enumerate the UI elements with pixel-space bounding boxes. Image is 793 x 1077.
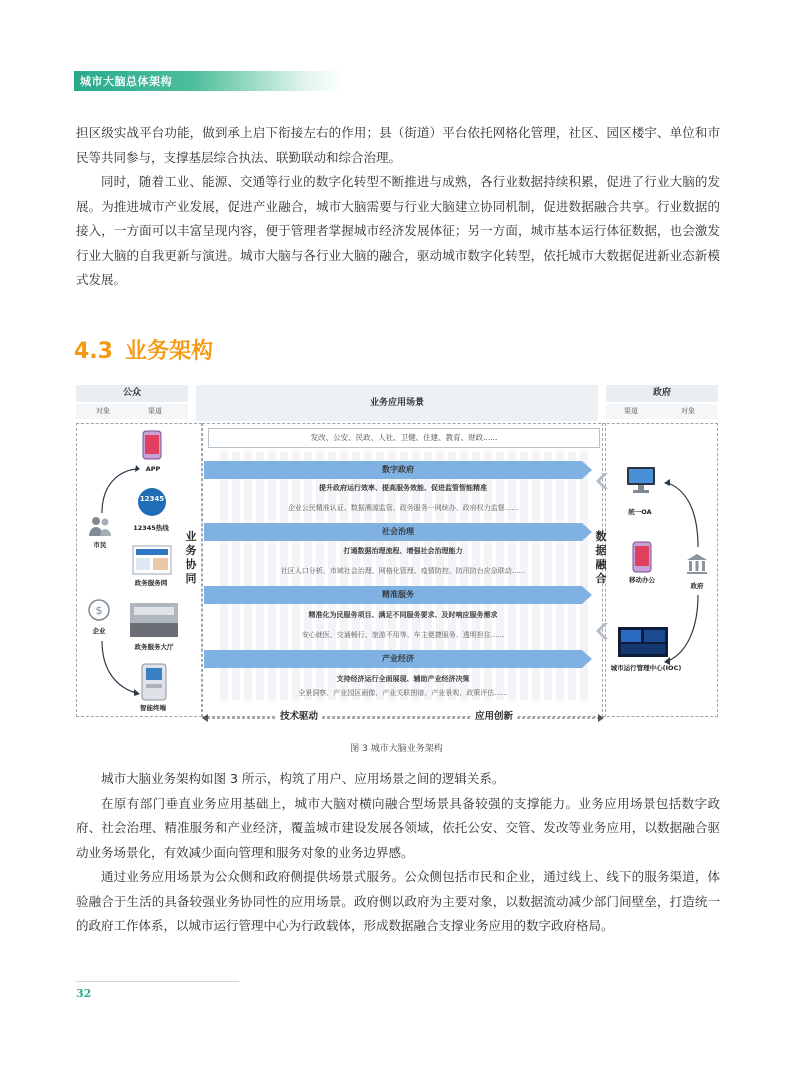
header-band xyxy=(74,71,344,91)
data-fusion-label xyxy=(594,530,608,586)
row-goal: 精准化为民服务项目、满足不同服务要求、及时响应服务需求 xyxy=(308,611,498,619)
banner-label: 精准服务 xyxy=(382,590,414,599)
technology-driven-label: 技术驱动 xyxy=(276,708,322,722)
monitor-icon xyxy=(626,465,656,495)
banner-label: 产业经济 xyxy=(382,654,414,663)
paragraph-4: 在原有部门垂直业务应用基础上，城市大脑对横向融合型场景具备较强的支撑能力。业务应用场景包括数字政府、社会治理、精准服务和产业经济，覆盖城市建设发展各领域，依托公安、交管、发改等业务应用，以数据融合驱动业务场景化，有效减少面向管理和服务对象的业务边界感。 xyxy=(76,795,720,860)
public-flow-arrows xyxy=(90,455,140,715)
gov-sub-channel: 渠道 xyxy=(624,407,638,415)
node-unified-oa: 统一OA xyxy=(628,508,652,516)
vlabel-char: 数 xyxy=(595,530,607,543)
gov-flow-arrows xyxy=(662,465,712,685)
app-phone-icon xyxy=(142,430,162,460)
paragraph-5: 通过业务应用场景为公众侧和政府侧提供场景式服务。公众侧包括市民和企业，通过线上、线下的服务渠道，体验融合于生活的具备较强业务协同性的应用场景。政府侧以政府为主要对象，以数据流动减少部门间壁垒，打造统一的政府工作体系，以城市运行管理中心为行政载体，形成数据融合支撑业务应用的数字政府格局。 xyxy=(76,869,720,933)
node-smart-terminal: 智能终端 xyxy=(140,704,166,712)
figure-caption: 图 3 城市大脑业务架构 xyxy=(350,744,443,754)
public-header: 公众 xyxy=(76,385,188,402)
vlabel-char: 协 xyxy=(185,558,197,571)
banner-digital-government xyxy=(204,461,592,479)
row-examples: 安心就医、交通畅行、旅游不用等、车主便捷服务、透明担住...... xyxy=(301,631,505,639)
bottom-axis-arrows xyxy=(202,711,604,725)
gov-sub-object: 对象 xyxy=(681,407,695,415)
departments-box: 发改、公安、民政、人社、卫健、住建、教育、财政...... xyxy=(208,428,600,448)
node-mobile-office: 移动办公 xyxy=(629,576,655,584)
row-examples: 社区人口分析、市域社会治理、网格化管理、疫情防控、防汛防台应急联动...... xyxy=(280,567,526,575)
banner-label: 数字政府 xyxy=(382,465,414,474)
row-goal: 打通数据治理流程、增强社会治理能力 xyxy=(343,547,463,555)
mobile-phone-icon xyxy=(632,541,652,573)
paragraph-2: 同时，随着工业、能源、交通等行业的数字化转型不断推进与成熟，各行业数据持续积累，促进了行业大脑的发展。为推进城市产业发展，促进产业融合，城市大脑需要与行业大脑建立协同机制，促进数据融合共享。行业数据的接入，一方面可以丰富呈现内容，便于管理者掌握城市经济发展体征；另一方面，城市基本运行体征数据，也会激发行业大脑的自我更新与演进。城市大脑与各行业大脑的融合，驱动城市数字化转型，依托城市大数据促进新业态新模式发展。 xyxy=(76,174,720,287)
vlabel-char: 据 xyxy=(595,544,607,557)
row-examples: 全景洞察、产业园区画像、产业关联图谱、产业景观、政策评估...... xyxy=(298,689,508,697)
top-paragraphs xyxy=(76,121,720,293)
public-sub-object: 对象 xyxy=(96,407,110,415)
paragraph-3: 城市大脑业务架构如图 3 所示，构筑了用户、应用场景之间的逻辑关系。 xyxy=(101,771,505,786)
public-sub-channel: 渠道 xyxy=(148,407,162,415)
vlabel-char: 务 xyxy=(185,544,197,557)
header-title: 城市大脑总体架构 xyxy=(80,75,172,88)
vlabel-char: 业 xyxy=(185,530,197,543)
section-heading xyxy=(74,334,225,365)
chevron-left-icon xyxy=(596,623,608,639)
banner-social-governance xyxy=(204,523,592,541)
gov-subheader xyxy=(606,404,718,419)
scenes-header: 业务应用场景 xyxy=(196,385,598,421)
node-gov-website: 政务服务网 xyxy=(134,579,168,587)
banner-industrial-economy xyxy=(204,650,592,668)
hotline-icon-text: 12345 xyxy=(139,495,165,503)
smart-terminal-icon xyxy=(138,663,170,701)
business-architecture-diagram xyxy=(76,385,718,730)
bottom-paragraphs xyxy=(76,767,720,939)
chevron-left-icon xyxy=(596,473,608,489)
business-collaboration-label xyxy=(184,530,198,586)
footer-divider xyxy=(76,981,239,982)
vlabel-char: 融 xyxy=(595,558,607,571)
node-12345-hotline: 12345热线 xyxy=(133,524,169,532)
banner-label: 社会治理 xyxy=(382,527,414,536)
vlabel-char: 合 xyxy=(595,572,607,585)
page-number: 32 xyxy=(76,987,92,1000)
section-number: 4.3 xyxy=(74,339,113,364)
node-citizen: 市民 xyxy=(93,541,107,549)
gov-header: 政府 xyxy=(606,385,718,402)
svg-text:$: $ xyxy=(95,604,103,617)
paragraph-1: 担区级实战平台功能，做到承上启下衔接左右的作用；县（街道）平台依托网格化管理，社区、园区楼宇、单位和市民等共同参与，支撑基层综合执法、联勤联动和综合治理。 xyxy=(76,125,720,165)
row-goal: 提升政府运行效率、提高服务效能、促进监管智能精准 xyxy=(319,484,487,492)
vlabel-char: 同 xyxy=(185,572,197,585)
node-ioc: 城市运行管理中心(IOC) xyxy=(610,664,682,672)
node-enterprise: 企业 xyxy=(92,627,106,635)
node-app: APP xyxy=(145,465,161,473)
node-government: 政府 xyxy=(690,582,704,590)
application-innovation-label: 应用创新 xyxy=(471,708,517,722)
row-goal: 支持经济运行全面展现、辅助产业经济决策 xyxy=(336,675,470,683)
section-title: 业务架构 xyxy=(124,339,213,364)
row-examples: 企业公民精准认证、数据溯源监管、政务服务一网统办、政府权力监督...... xyxy=(287,504,519,512)
node-service-hall: 政务服务大厅 xyxy=(134,643,174,651)
public-subheader xyxy=(76,404,188,419)
ioc-screen-icon xyxy=(618,627,668,657)
banner-precise-service xyxy=(204,586,592,604)
